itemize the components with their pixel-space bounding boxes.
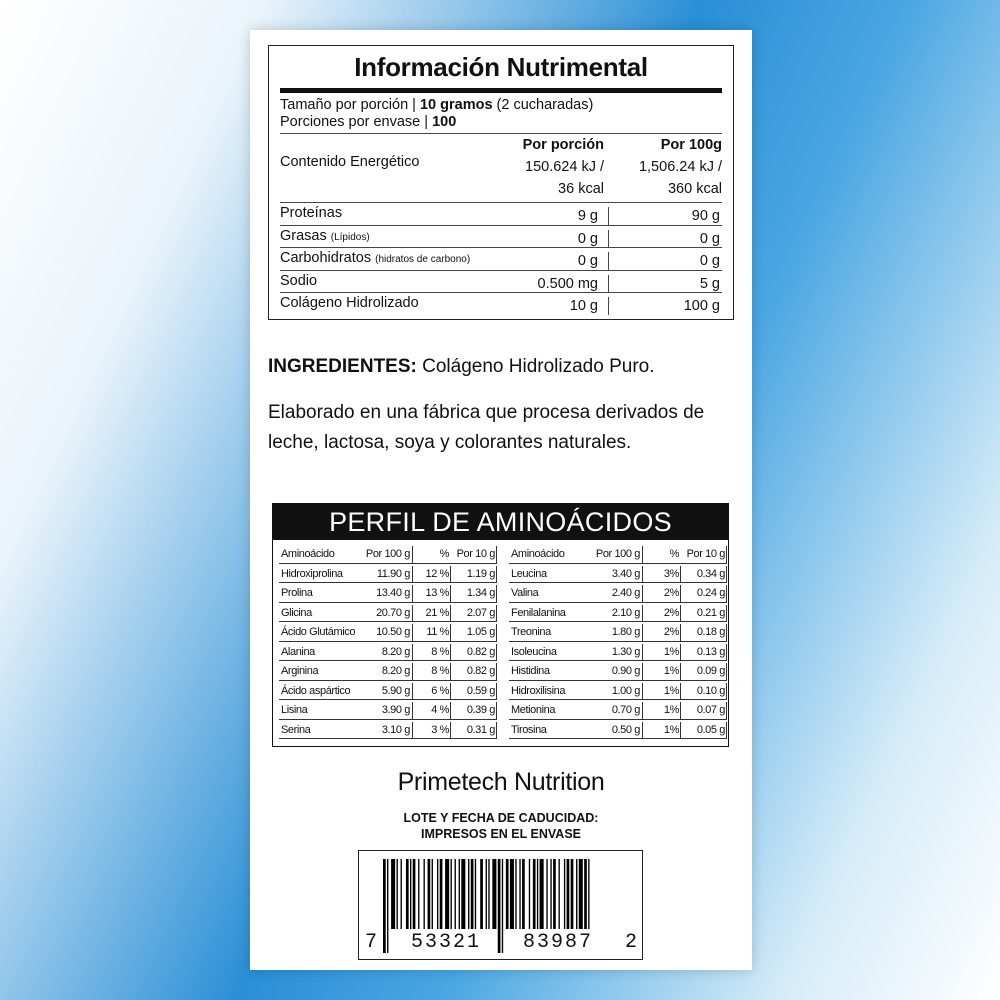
amino-row: Tirosina 0.50 g 1% 0.05 g — [509, 720, 727, 740]
amino-row: Arginina 8.20 g 8 % 0.82 g — [279, 661, 497, 681]
barcode-bar — [468, 859, 469, 929]
amino-row: Leucina 3.40 g 3% 0.34 g — [509, 564, 727, 584]
column-separator — [608, 297, 609, 315]
nutrition-facts-table — [268, 45, 734, 320]
barcode-bar — [410, 859, 411, 929]
barcode-bar — [553, 859, 556, 929]
nutrition-row — [280, 292, 722, 315]
nutrient-per-100g: 0 g — [699, 230, 720, 247]
energy-row — [280, 134, 722, 197]
barcode-bar — [440, 859, 443, 929]
nutrient-label: Sodio — [280, 272, 318, 289]
nutrient-label: Proteínas — [280, 205, 343, 221]
energy-label: Contenido Energético — [280, 154, 420, 170]
barcode-bar — [510, 859, 514, 929]
col-header-portion: Por porción — [522, 137, 604, 153]
barcode-bar — [515, 859, 516, 929]
barcode-bar — [571, 859, 574, 929]
amino-row: Hidroxilisina 1.00 g 1% 0.10 g — [509, 681, 727, 701]
amino-row: Alanina 8.20 g 8 % 0.82 g — [279, 642, 497, 662]
barcode-bar — [502, 859, 503, 953]
barcode-digits-right: 83987 — [523, 931, 594, 954]
barcode-bar — [576, 859, 577, 929]
barcode-bar — [488, 859, 489, 929]
barcode-bar — [519, 859, 520, 929]
barcode-bar — [584, 859, 587, 929]
barcode-bar — [498, 859, 501, 953]
barcode-digit-last: 2 — [625, 931, 638, 954]
column-separator — [608, 230, 609, 248]
nutrient-per-portion: 10 g — [569, 298, 598, 314]
ingredients-label: INGREDIENTES: — [268, 356, 417, 377]
energy-per-portion: Por porción 150.624 kJ / 36 kcal — [484, 134, 604, 200]
amino-row: Lisina 3.90 g 4 % 0.39 g — [279, 700, 497, 720]
ingredients-text: Colágeno Hidrolizado Puro. — [416, 356, 655, 377]
barcode-bar — [459, 859, 460, 929]
nutrient-per-100g: 0 g — [699, 253, 720, 269]
column-separator — [608, 252, 609, 270]
lot-expiry-note: LOTE Y FECHA DE CADUCIDAD: IMPRESOS EN EL ENVASE — [403, 811, 599, 841]
barcode-bar — [492, 859, 496, 929]
serving-size: Tamaño por porción | 10 gramos (2 cucharadas) — [280, 97, 594, 113]
barcode-bar — [383, 859, 386, 953]
barcode-bar — [428, 859, 431, 929]
nutrient-per-portion: 0.500 mg — [537, 275, 598, 292]
nutrient-per-100g: 90 g — [691, 208, 720, 224]
amino-row: Ácido Glutámico 10.50 g 11 % 1.05 g — [279, 622, 497, 642]
barcode-bar — [540, 859, 544, 929]
amino-row: Histidina 0.90 g 1% 0.09 g — [509, 661, 727, 681]
barcode-bar — [546, 859, 547, 929]
barcode-bar — [564, 859, 565, 929]
portions-per-package: Porciones por envase | 100 — [280, 114, 457, 130]
barcode-bar — [522, 859, 525, 929]
nutrition-row — [280, 247, 722, 270]
brand-name: Primetech Nutrition — [397, 768, 605, 796]
barcode-bar — [486, 859, 487, 929]
nutrient-per-100g: 5 g — [699, 275, 720, 292]
nutrient-label: Carbohidratos (hidratos de carbono) — [280, 250, 471, 266]
barcode-bar — [471, 859, 474, 929]
barcode-bar — [559, 859, 560, 929]
nutrient-per-portion: 9 g — [577, 208, 598, 224]
barcode — [358, 850, 643, 960]
barcode-bar — [475, 859, 476, 929]
amino-title: PERFIL DE AMINOÁCIDOS — [273, 504, 728, 540]
amino-header-row: Aminoácido Por 100 g % Por 10 g — [509, 544, 727, 564]
amino-row: Isoleucina 1.30 g 1% 0.13 g — [509, 642, 727, 662]
amino-row: Serina 3.10 g 3 % 0.31 g — [279, 720, 497, 740]
amino-acid-profile — [272, 503, 729, 747]
amino-row: Prolina 13.40 g 13 % 1.34 g — [279, 583, 497, 603]
nutrient-per-portion: 0 g — [577, 253, 598, 269]
nutrition-title: Información Nutrimental — [354, 52, 648, 82]
energy-per-100g: Por 100g 1,506.24 kJ / 360 kcal — [612, 134, 722, 200]
amino-column-right — [509, 544, 727, 739]
barcode-bar — [480, 859, 483, 929]
ingredients — [268, 356, 655, 378]
nutrient-per-100g: 100 g — [683, 298, 720, 314]
nutrient-per-portion: 0 g — [577, 230, 598, 247]
col-header-100g: Por 100g — [660, 137, 722, 153]
barcode-bar — [533, 859, 536, 929]
nutrition-row — [280, 202, 722, 225]
nutrition-row — [280, 225, 722, 248]
allergen-note: Elaborado en una fábrica que procesa derivados de leche, lactosa, soya y colorantes naturales. — [268, 402, 705, 453]
barcode-bar — [579, 859, 583, 929]
barcode-bar — [445, 859, 449, 929]
barcode-bar — [391, 859, 395, 929]
barcode-bars — [359, 851, 644, 961]
barcode-bar — [550, 859, 551, 929]
amino-row: Ácido aspártico 5.90 g 6 % 0.59 g — [279, 681, 497, 701]
nutrient-label: Grasas (Lípidos) — [280, 227, 370, 244]
amino-row: Glicina 20.70 g 21 % 2.07 g — [279, 603, 497, 623]
column-separator — [608, 275, 609, 293]
amino-row: Treonina 1.80 g 2% 0.18 g — [509, 622, 727, 642]
amino-row: Valina 2.40 g 2% 0.24 g — [509, 583, 727, 603]
barcode-bar — [424, 859, 425, 929]
barcode-bar — [455, 859, 456, 929]
barcode-bar — [567, 859, 570, 929]
barcode-bar — [432, 859, 433, 929]
barcode-bar — [406, 859, 409, 929]
barcode-bar — [418, 859, 419, 929]
barcode-bar — [387, 859, 388, 953]
barcode-bar — [397, 859, 398, 929]
amino-row: Hidroxiprolina 11.90 g 12 % 1.19 g — [279, 564, 497, 584]
serving-info — [280, 93, 722, 131]
barcode-bar — [537, 859, 538, 929]
barcode-bar — [461, 859, 465, 929]
barcode-bar — [588, 859, 589, 929]
amino-header-row: Aminoácido Por 100 g % Por 10 g — [279, 544, 497, 564]
nutrition-row — [280, 270, 722, 293]
barcode-bar — [506, 859, 509, 929]
barcode-bar — [451, 859, 452, 929]
barcode-digit-first: 7 — [365, 931, 378, 954]
column-separator — [608, 207, 609, 225]
amino-row: Fenilalanina 2.10 g 2% 0.21 g — [509, 603, 727, 623]
barcode-bar — [529, 859, 530, 929]
barcode-bar — [437, 859, 438, 929]
amino-row: Metionina 0.70 g 1% 0.07 g — [509, 700, 727, 720]
barcode-digits-left: 53321 — [411, 931, 482, 954]
nutrient-label: Colágeno Hidrolizado — [280, 295, 419, 311]
barcode-bar — [413, 859, 416, 929]
amino-column-left — [279, 544, 497, 739]
barcode-bar — [401, 859, 402, 929]
